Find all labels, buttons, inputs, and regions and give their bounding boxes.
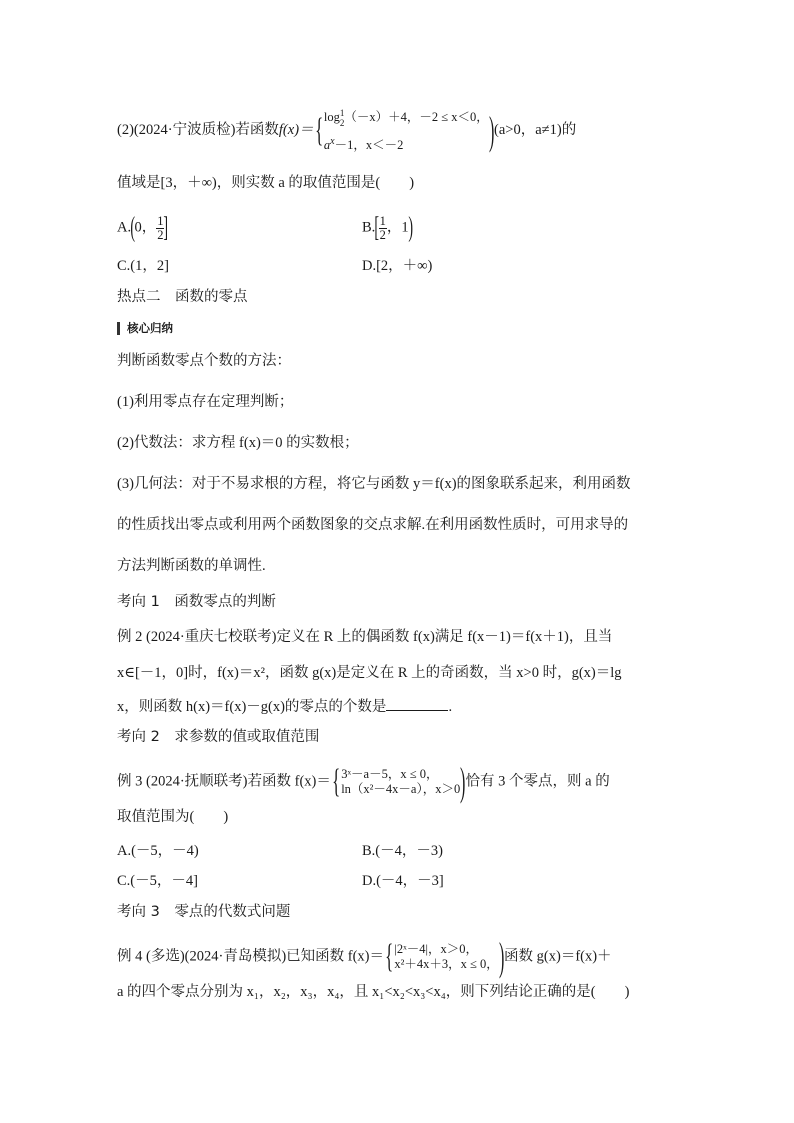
ex4-piecewise: |2ˣ－4|，x＞0， x²＋4x＋3，x ≤ 0，	[394, 942, 499, 971]
ex4-right-bracket: )	[498, 934, 505, 979]
q2-piece1: log 1 2 （－x）＋4，－2 ≤ x＜0，	[323, 108, 489, 128]
methods-item-3-line1: (3)几何法：对于不易求根的方程，将它与函数 y＝f(x)的图象联系起来，利用函数	[117, 476, 631, 492]
example2-line3: x，则函数 h(x)＝f(x)－g(x)的零点的个数是 .	[117, 699, 453, 715]
example2-line1: 例 2 (2024·重庆七校联考)定义在 R 上的偶函数 f(x)满足 f(x－1)＝f(x＋1)，且当	[117, 629, 613, 645]
q2-left-brace: {	[314, 111, 323, 149]
q2-stem-line1	[117, 108, 576, 153]
q2-piecewise	[324, 108, 489, 153]
answer-blank[interactable]	[386, 697, 448, 711]
direction-3-title: 考向 3 零点的代数式问题	[117, 904, 291, 920]
q2-option-b[interactable]: B.[ $\frac{1}{2}$ ，1)	[362, 212, 413, 243]
q2-option-c[interactable]: C.(1，2]	[117, 258, 169, 274]
example4-line2: a 的四个零点分别为 x₁，x₂，x₃，x₄，且 x₁<x₂<x₃<x₄，则下列结论正确的是( )	[117, 984, 630, 1000]
q2-option-d[interactable]: D.[2，＋∞)	[362, 258, 433, 274]
fraction: $\frac{1}{2}$	[157, 213, 164, 242]
section-heading-hot2: 热点二 函数的零点	[117, 289, 248, 305]
q2-piece2: $a^x-1$，x＜－2	[323, 136, 404, 153]
q2-suffix: (a>0，a≠1)的	[494, 121, 577, 138]
q2-option-a[interactable]: A.(0， $\frac{1}{2}$ ]	[117, 212, 169, 243]
ex3-option-b[interactable]: B.(－4，－3)	[362, 843, 443, 859]
ex3-option-a[interactable]: A.(－5，－4)	[117, 843, 199, 859]
ex3-right-bracket: )	[460, 759, 466, 804]
example4-line1: 例 4 (多选)(2024·青岛模拟)已知函数 f(x)＝{ |2ˣ－4|，x＞0， x²＋4x＋3，x ≤ 0， )函数 g(x)＝f(x)＋	[117, 934, 612, 979]
ex3-option-d[interactable]: D.(－4，－3]	[362, 873, 444, 889]
ex3-option-c[interactable]: C.(－5，－4]	[117, 873, 198, 889]
example2-line2: x∈[－1，0]时，f(x)＝x²，函数 g(x)是定义在 R 上的奇函数，当 x>0 时，g(x)＝lg	[117, 665, 622, 681]
methods-item-1: (1)利用零点存在定理判断；	[117, 394, 294, 410]
methods-item-3-line2: 的性质找出零点或利用两个函数图象的交点求解.在利用函数性质时，可用求导的	[117, 517, 629, 533]
ex3-piecewise: 3ˣ－a－5，x ≤ 0， ln（x²－4x－a），x＞0	[341, 767, 461, 796]
direction-2-title: 考向 2 求参数的值或取值范围	[117, 729, 320, 745]
q2-stem-line2: 值域是[3，＋∞)，则实数 a 的取值范围是( )	[117, 175, 415, 191]
example3-line2: 取值范围为( )	[117, 809, 229, 825]
q2-fx: f(x)＝	[278, 121, 314, 138]
ex4-left-brace: {	[385, 938, 394, 975]
methods-item-3-line3: 方法判断函数的单调性.	[117, 558, 266, 574]
ex3-left-brace: {	[331, 763, 341, 800]
methods-intro: 判断函数零点个数的方法：	[117, 353, 291, 369]
direction-1-title: 考向 1 函数零点的判断	[117, 594, 276, 610]
example3-line1: 例 3 (2024·抚顺联考)若函数 f(x)＝{ 3ˣ－a－5，x ≤ 0， ln（x²－4x－a），x＞0 )恰有 3 个零点，则 a 的	[117, 759, 610, 804]
methods-item-2: (2)代数法：求方程 f(x)＝0 的实数根；	[117, 435, 359, 451]
q2-right-bracket: )	[488, 107, 495, 153]
fraction: $\frac{1}{2}$	[379, 213, 386, 242]
q2-prefix: (2)(2024·宁波质检)若函数	[117, 121, 279, 138]
summary-tag: 核心归纳	[117, 322, 173, 335]
